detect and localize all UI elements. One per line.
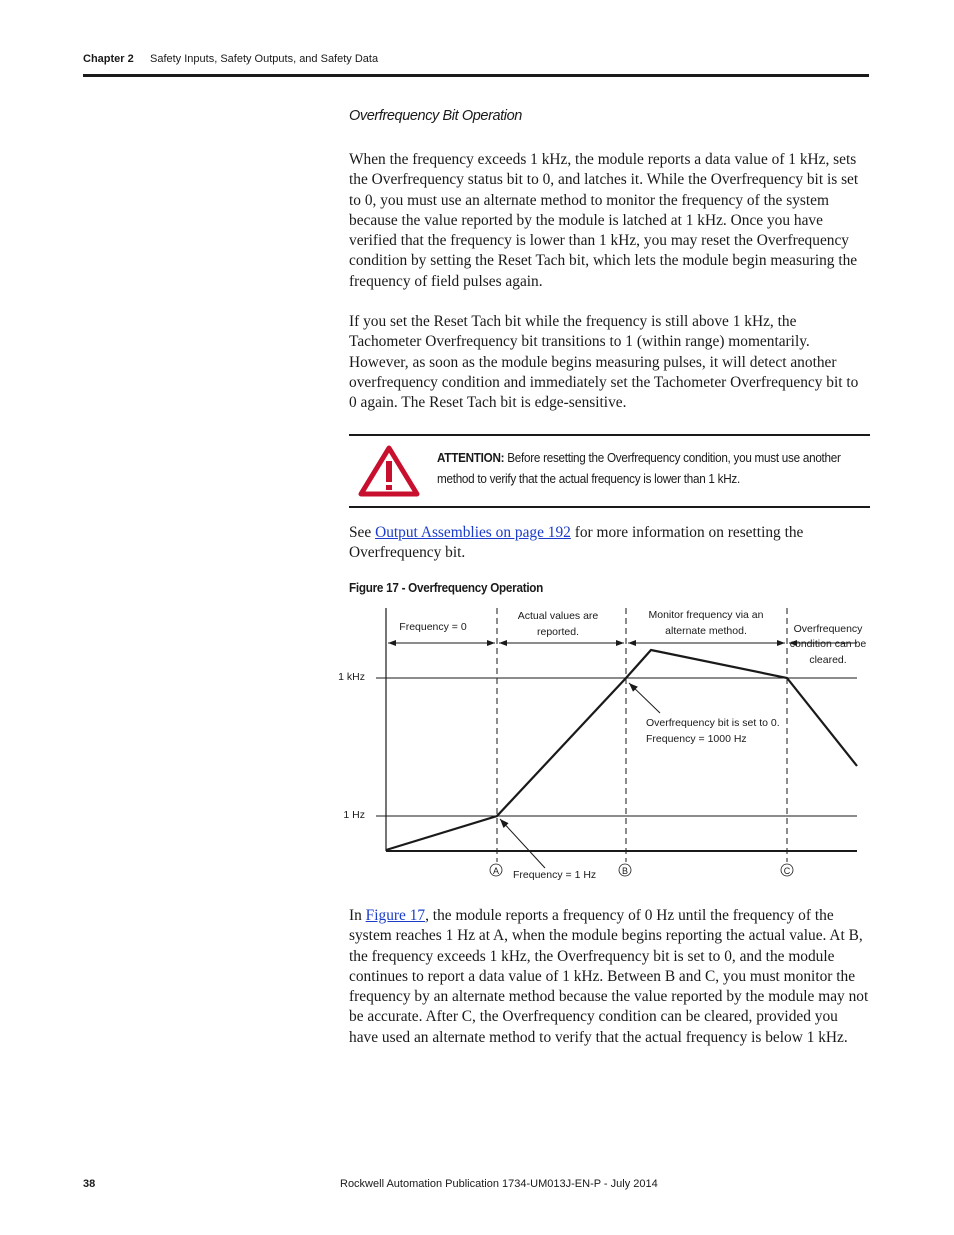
paragraph-2: If you set the Reset Tach bit while the frequency is still above 1 kHz, the Tachometer Overfrequency bit transitions to 1 (within range) momentarily. However, as soon as the module begins measuring pulses, it will detect another overfrequency condition and immediately set the Tachometer Overfrequency bit to 0 again. The Reset Tach bit is edge-sensitive.: [349, 313, 859, 412]
publication-info: Rockwell Automation Publication 1734-UM013J-EN-P - July 2014: [340, 1178, 658, 1190]
paragraph-3-tail: for more information on resetting the Overfrequency bit.: [349, 524, 804, 562]
warning-triangle-icon: [357, 444, 421, 498]
paragraph-1: When the frequency exceeds 1 kHz, the module reports a data value of 1 kHz, sets the Overfrequency status bit to 0, and latches it. While the Overfrequency bit is set to 0, you must use an alternate method to monitor the frequency of the system because the value reported by the module is latched at 1 kHz. Once you have verified that the frequency is lower than 1 kHz, you may reset the Overfrequency condition by setting the Reset Tach bit, which lets the module begin measuring the frequency of field pulses again.: [349, 151, 859, 290]
marker-c-label: C: [783, 866, 791, 876]
marker-a-label: A: [492, 866, 500, 876]
paragraph-4-lead: In: [349, 907, 366, 924]
overfrequency-figure: [330, 600, 870, 890]
y-label-1hz: 1 Hz: [343, 809, 365, 821]
callout-a-arrow: [500, 819, 545, 868]
region-label-2b: reported.: [536, 626, 580, 638]
callout-b-line2: Frequency = 1000 Hz: [646, 733, 747, 745]
region-label-4c: cleared.: [809, 654, 847, 666]
page-number: 38: [83, 1178, 96, 1190]
header-rule: [83, 74, 869, 77]
figure-17-link[interactable]: Figure 17: [365, 907, 426, 924]
region-label-3a: Monitor frequency via an: [648, 609, 764, 621]
paragraph-3-lead: See: [349, 524, 376, 541]
marker-a: [490, 864, 502, 876]
attention-label: ATTENTION:: [437, 450, 505, 465]
paragraph-3: [349, 523, 869, 564]
marker-b: [619, 864, 631, 876]
region-label-3b: alternate method.: [665, 625, 747, 637]
attention-box: [349, 434, 870, 508]
attention-text: [437, 447, 860, 489]
attention-message: Before resetting the Overfrequency condition, you must use another method to verify that the actual frequency is lower than 1 kHz.: [437, 450, 841, 486]
output-assemblies-link[interactable]: Output Assemblies on page 192: [375, 524, 571, 541]
callout-a-label: Frequency = 1 Hz: [513, 869, 597, 881]
region-label-1: Frequency = 0: [399, 621, 467, 633]
chapter-title: Safety Inputs, Safety Outputs, and Safety Data: [150, 53, 379, 65]
paragraph-4-tail: , the module reports a frequency of 0 Hz until the frequency of the system reaches 1 Hz at A, when the module begins reporting the actual value. At B, the frequency exceeds 1 kHz, the Overfrequency bit is set to 0, and the module continues to report a data value of 1 kHz. Between B and C, you must monitor the frequency by an alternate method because the value reported by the module may not be accurate. After C, the Overfrequency condition can be cleared, provided you have used an alternate method to verify that the actual frequency is below 1 kHz.: [349, 907, 869, 1046]
region-label-4a: Overfrequency: [793, 623, 863, 635]
y-label-1khz: 1 kHz: [338, 671, 365, 683]
region-label-2a: Actual values are: [517, 610, 599, 622]
chapter-label: Chapter 2: [83, 53, 134, 65]
section-title: Overfrequency Bit Operation: [349, 108, 522, 124]
callout-b-line1: Overfrequency bit is set to 0.: [646, 717, 780, 729]
figure-caption: Figure 17 - Overfrequency Operation: [349, 580, 544, 595]
marker-c: [781, 864, 793, 876]
running-header: [83, 53, 379, 65]
marker-b-label: B: [621, 866, 629, 876]
region-label-4b: condition can be: [789, 638, 867, 650]
paragraph-4: [349, 906, 869, 1048]
callout-b-arrow: [629, 683, 660, 713]
frequency-curve: [386, 650, 857, 850]
